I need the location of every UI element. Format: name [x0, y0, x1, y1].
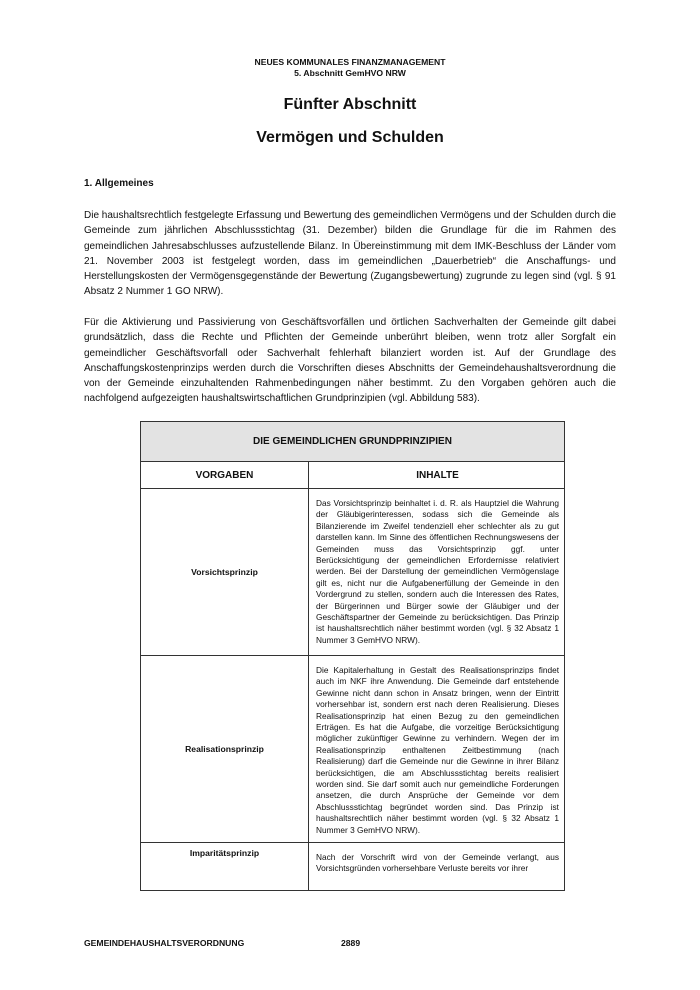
paragraph-2: Für die Aktivierung und Passivierung von Geschäftsvorfällen und örtlichen Sachverhalten der Gemeinde gilt dabei grundsätzlich, dass die Rechte und Pflichten der Gemeinde unberührt bleiben, wenn trotz aller Sorgfalt ein gemeindlicher Geschäftsvorfall oder Sachverhalt fehlerhaft bilanziert worden ist. Auf der Grundlage des Anschaffungskostenprinzips werden durch die Vorschriften dieses Abschnitts der Gemeindehaushaltsverordnung die von der Gemeinde einzuhaltenden Rahmenbedingungen näher bestimmt. Zu den Vorgaben gehören auch die nachfolgend aufgezeigten haushaltswirtschaftlichen Grundprinzipien (vgl. Abbildung 583).: [84, 317, 616, 405]
page-number: 2889: [341, 938, 361, 948]
paragraph-1: Die haushaltsrechtlich festgelegte Erfassung und Bewertung des gemeindlichen Vermögens und der Schulden durch die Gemeinde zum jährlichen Abschlussstichtag (31. Dezember) bilden die Grundlage für die im Rahmen des gemeindlichen Jahresabschlusses aufzustellende Bilanz. In Übereinstimmung mit dem IMK-Beschluss der Länder vom 21. November 2003 ist festgelegt worden, dass im gemeindlichen „Dauerbetrieb“ die Anschaffungs- und Herstellungskosten der Vermögensgegenstände der Bewertung (Zugangsbewertung) zugrunde zu legen sind (vgl. § 91 Absatz 2 Nummer 1 GO NRW).: [84, 210, 617, 298]
table-row: [141, 489, 564, 656]
chapter-subtitle: Vermögen und Schulden: [256, 129, 444, 146]
header-line-1: NEUES KOMMUNALES FINANZMANAGEMENT: [254, 57, 446, 67]
table-row: [141, 843, 564, 891]
principle-name: Imparitätsprinzip: [141, 843, 309, 891]
table-row: [141, 656, 564, 843]
principle-name: Vorsichtsprinzip: [141, 489, 309, 655]
column-header-vorgaben: VORGABEN: [141, 462, 309, 489]
table-title: DIE GEMEINDLICHEN GRUNDPRINZIPIEN: [141, 422, 564, 462]
header-line-2: 5. Abschnitt GemHVO NRW: [294, 68, 406, 78]
principle-description: Nach der Vorschrift wird von der Gemeinde verlangt, aus Vorsichtsgründen vorhersehbare Verluste bereits vor ihrer: [316, 852, 559, 874]
footer-title: GEMEINDEHAUSHALTSVERORDNUNG: [84, 938, 245, 948]
principles-table: [140, 421, 565, 891]
column-header-inhalte: INHALTE: [309, 462, 565, 489]
principle-name: Realisationsprinzip: [141, 656, 309, 842]
section-heading: 1. Allgemeines: [84, 178, 154, 189]
principle-description: Die Kapitalerhaltung in Gestalt des Realisationsprinzips findet auch im NKF ihre Anwendung. Die Gemeinde darf entstehende Gewinne nicht dann schon in Ansatz bringen, wenn der Eintritt vorhersehbar ist, sondern erst nach deren Realisierung. Dieses Realisationsprinzip hat einen Bezug zu den gemeindlichen Erträgen. Es hat die Aufgabe, die vorzeitige Berücksichtigung möglicher zukünftiger Gewinne zu verhindern. Wegen der im Realisationsprinzip enthaltenen Zeitbestimmung (nach Realisierung) darf die Gemeinde nur die Gewinne in ihrer Bilanz berücksichtigen, die am Abschlussstichtag bereits realisiert worden sind. Sie darf somit auch nur gemeindliche Forderungen ansetzen, die durch Ansprüche der Gemeinde vor dem Abschlussstichtag begründet worden sind. Das Prinzip ist haushaltsrechtlich näher bestimmt worden (vgl. § 32 Absatz 1 Nummer 3 GemHVO NRW).: [316, 665, 559, 835]
running-header: [0, 57, 700, 79]
principle-description: Das Vorsichtsprinzip beinhaltet i. d. R. als Hauptziel die Wahrung der Gläubigerinteressen, sodass sich die Gemeinde als Bilanzierende im Zweifel tendenziell eher schlechter als zu gut darstellen kann. Im Sinne des öffentlichen Rechnungswesens der Gemeinden muss das Vorsichtsprinzip ggf. unter Berücksichtigung der gemeindlichen Erfordernisse relativiert werden. Bei der Darstellung der gemeindlichen Vermögenslage gilt es, nicht nur die Aufgabenerfüllung der Gemeinde in den Vordergrund zu stellen, sondern auch die Interessen des Rates, der Bürgerinnen und Bürger sowie der Gläubiger und der Geschäftspartner der Gemeinde zu berücksichtigen. Das Prinzip ist haushaltsrechtlich näher bestimmt worden (vgl. § 32 Absatz 1 Nummer 3 GemHVO NRW).: [316, 498, 559, 645]
chapter-title: Fünfter Abschnitt: [283, 96, 417, 113]
